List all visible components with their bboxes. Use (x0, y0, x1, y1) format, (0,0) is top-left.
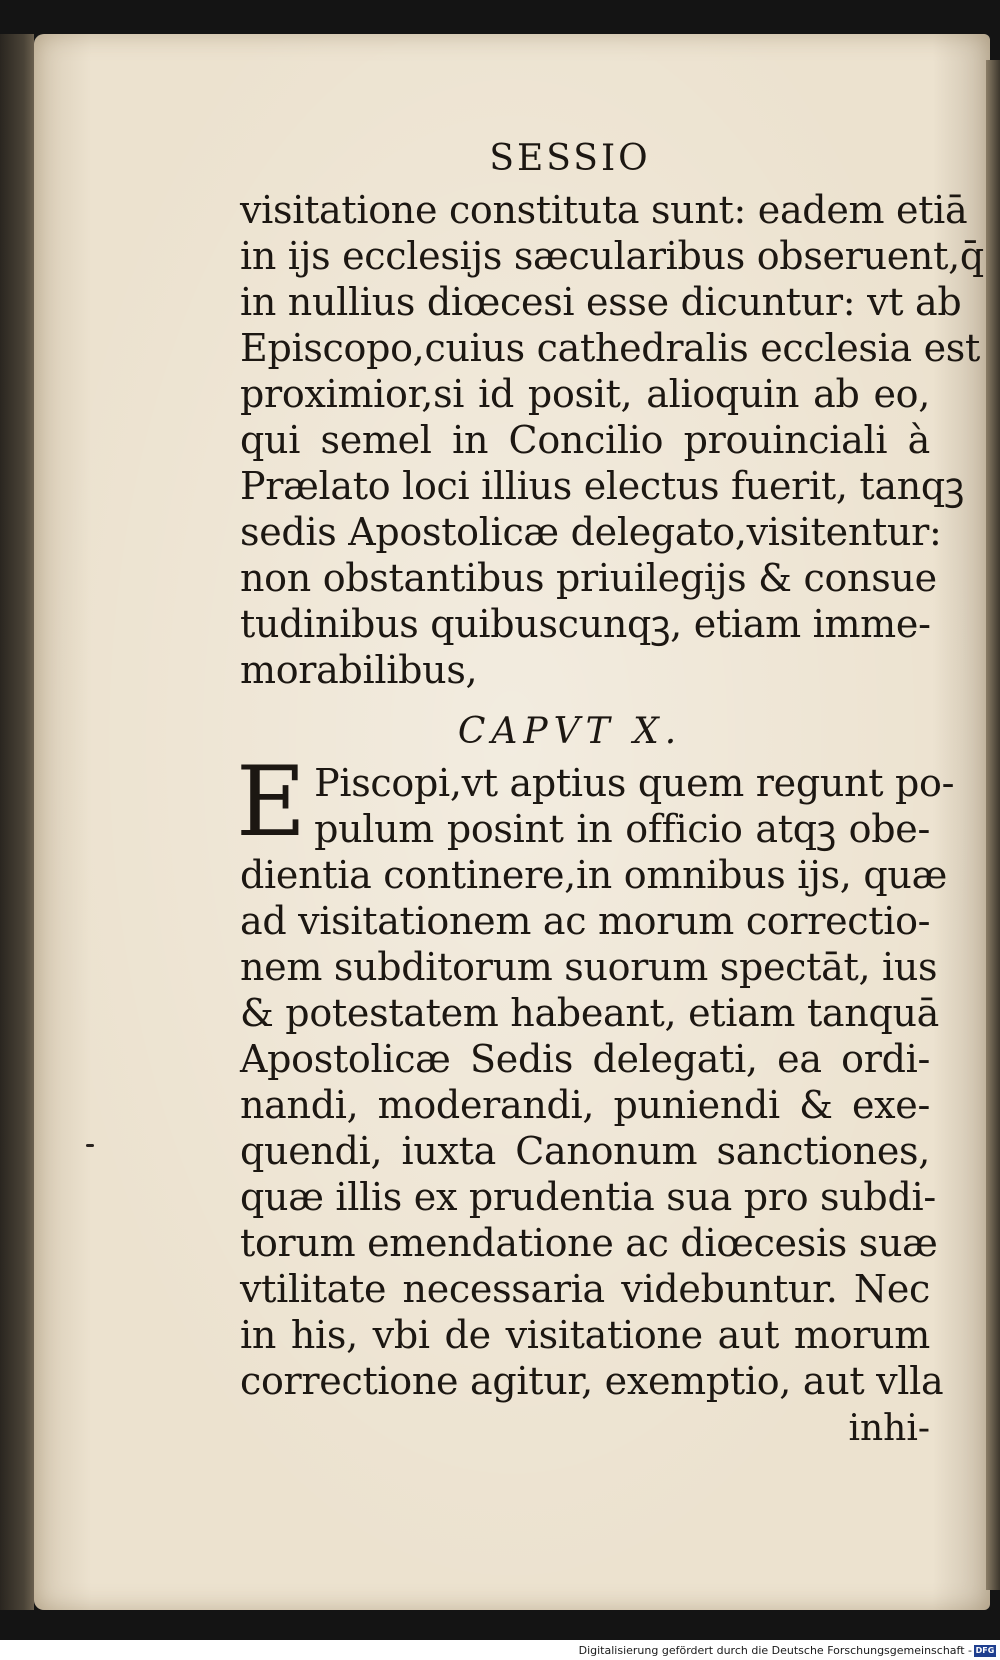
running-head: SESSIO (489, 138, 651, 179)
text-line: morabilibus, (240, 648, 478, 692)
text-line: in nullius diœcesi esse dicuntur: vt ab (240, 280, 962, 324)
text-line: sedis Apostolicæ delegato,visitentur: (240, 510, 942, 554)
text-line: correctione agitur, exemptio, aut vlla (240, 1359, 944, 1403)
ink-mark (86, 1144, 94, 1147)
drop-cap: E (236, 746, 307, 858)
text-line: in ijs ecclesijs sæcularibus obseruent,q̄ (240, 234, 984, 278)
text-line: in his, vbi de visitatione aut morum (240, 1313, 930, 1357)
text-line: Prælato loci illius electus fuerit, tanqꝫ (240, 464, 965, 508)
text-line: vtilitate necessaria videbuntur. Nec (240, 1267, 930, 1311)
text-block (236, 138, 984, 1452)
text-line: dientia continere,in omnibus ijs, quæ (240, 853, 947, 897)
text-line: quæ illis ex prudentia sua pro subdi- (240, 1175, 936, 1219)
catchword: inhi- (848, 1408, 930, 1449)
text-line: visitatione constituta sunt: eadem etiā (240, 188, 968, 232)
text-line: ad visitationem ac morum correctio- (240, 899, 931, 943)
chapter-title: CAPVT X. (457, 711, 683, 752)
text-line: nem subditorum suorum spectāt, ius (240, 945, 938, 989)
upper-text (240, 187, 984, 693)
text-line: pulum posint in officio atqꝫ obe- (314, 807, 930, 851)
text-line: Piscopi,vt aptius quem regunt po- (314, 761, 955, 805)
digitization-credit: Digitalisierung gefördert durch die Deutsche Forschungsgemeinschaft - (578, 1644, 972, 1657)
text-line: quendi, iuxta Canonum sanctiones, (240, 1129, 930, 1173)
text-line: & potestatem habeant, etiam tanquā (240, 991, 939, 1035)
text-line: nandi, moderandi, puniendi & exe- (240, 1083, 930, 1127)
text-line: proximior,si id posit, alioquin ab eo, (240, 372, 930, 416)
book-spine-edge (0, 34, 34, 1610)
text-line: tudinibus quibuscunqꝫ, etiam imme- (240, 602, 931, 646)
footer-bar (0, 1640, 1000, 1660)
text-line: qui semel in Concilio prouinciali à (240, 418, 930, 462)
text-line: Apostolicæ Sedis delegati, ea ordi- (240, 1037, 930, 1081)
text-line: torum emendatione ac diœcesis suæ (240, 1221, 938, 1265)
text-line: Episcopo,cuius cathedralis ecclesia est (240, 326, 980, 370)
chapter-paragraph (236, 746, 955, 1404)
text-line: non obstantibus priuilegijs & consue (240, 556, 937, 600)
page-edge-right (986, 60, 1000, 1590)
dfg-logo-icon: DFG (975, 1646, 995, 1655)
